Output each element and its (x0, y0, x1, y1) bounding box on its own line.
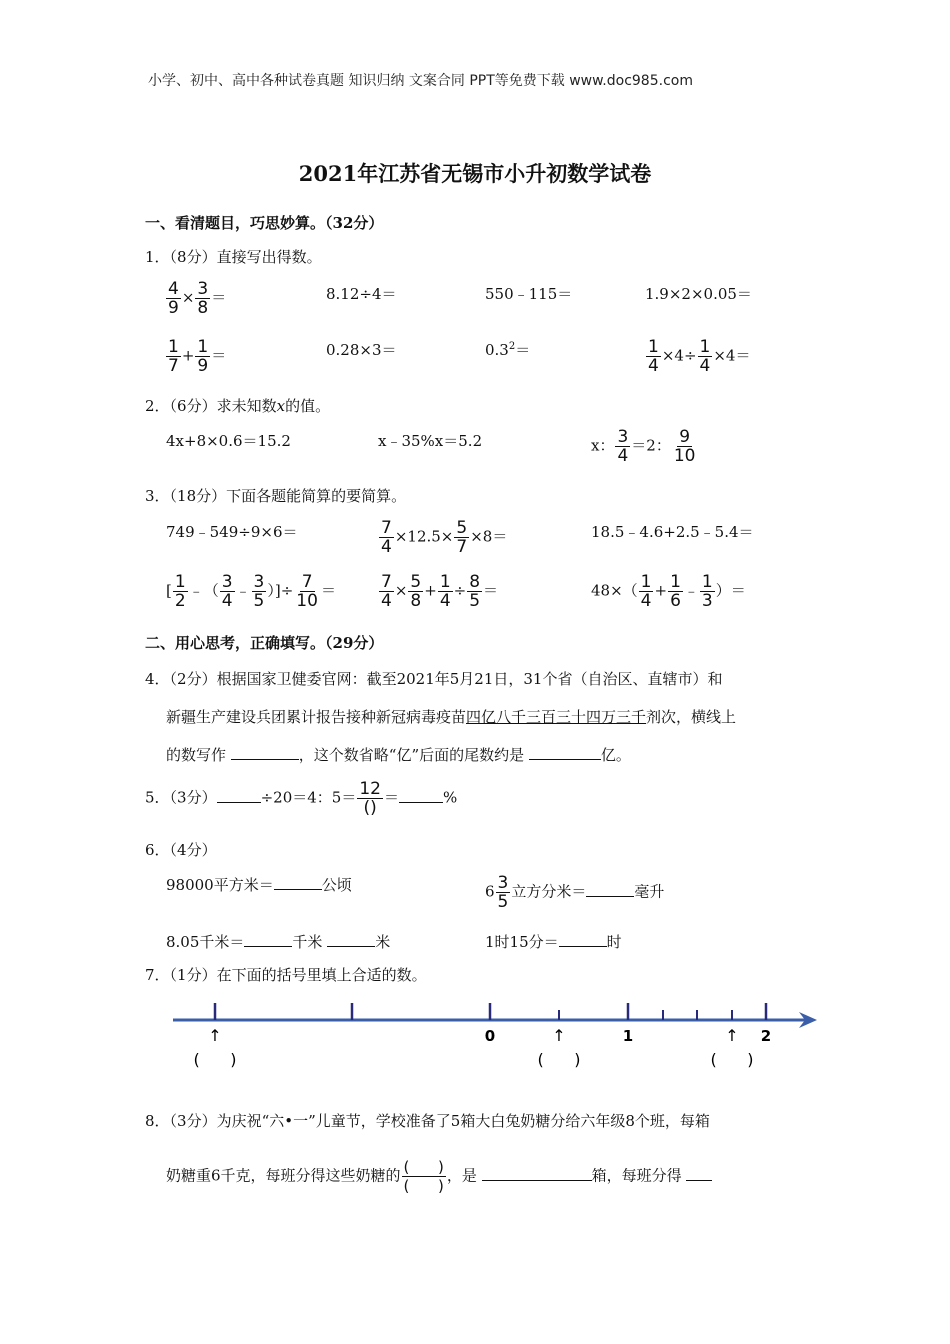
q3-expr-1: 749﹣549÷9×6＝ (166, 523, 298, 541)
answer-bracket[interactable]: ( ) (537, 1050, 581, 1069)
q3-expr-4: [ $\frac{1}{2}$ ﹣（ $\frac{3}{4}$ ﹣ $\frac{3}{5}$ ）]÷ $\frac{7}{10}$ ＝ (166, 572, 336, 611)
fraction: $\frac{1}{4}$ (648, 337, 659, 376)
q1-stem: 1．（8分）直接写出得数。 (145, 248, 322, 266)
answer-blank[interactable] (529, 745, 601, 760)
fraction: $\frac{9}{10}$ (673, 427, 696, 466)
answer-bracket[interactable]: ( ) (193, 1050, 237, 1069)
q1-expr-3: 550﹣115＝ (485, 285, 573, 303)
tick-label: 1 (622, 1027, 634, 1045)
q3-expr-6: 48×（ $\frac{1}{4}$ + $\frac{1}{6}$ ﹣ $\frac{1}{3}$ ）＝ (591, 572, 746, 611)
up-arrow-icon: ↑ (725, 1026, 739, 1045)
q1-expr-1: $\frac{4}{9}$ × $\frac{3}{8}$ ＝ (168, 279, 227, 318)
q6-conversion-1: 98000平方米＝ 公顷 (166, 876, 352, 894)
fraction: $\frac{1}{4}$ (640, 572, 652, 611)
page-title: 2021年江苏省无锡市小升初数学试卷 (298, 161, 652, 186)
q8-line-2: 奶糖重6千克，每班分得这些奶糖的 $\frac{( )}{( )}$ ，是 箱，每班分得 (166, 1158, 712, 1195)
fraction: $\frac{3}{4}$ (617, 427, 629, 466)
fraction: $\frac{1}{3}$ (701, 572, 713, 611)
fraction: $\frac{7}{4}$ (381, 572, 392, 611)
fraction: $\frac{3}{4}$ (221, 572, 233, 611)
answer-blank[interactable] (399, 788, 443, 803)
fraction: $\frac{3}{5}$ (497, 873, 509, 912)
q4-line-2: 新疆生产建设兵团累计报告接种新冠病毒疫苗四亿八千三百三十四万三千剂次，横线上 (166, 708, 737, 726)
answer-blank[interactable] (327, 932, 375, 947)
section-1-heading: 一、看清题目，巧思妙算。（32分） (145, 214, 384, 232)
q6-stem: 6．（4分） (145, 841, 217, 859)
answer-blank[interactable] (586, 882, 634, 897)
fraction: $\frac{3}{8}$ (197, 279, 209, 318)
answer-blank[interactable] (217, 788, 261, 803)
fraction: $\frac{1}{7}$ (168, 337, 179, 376)
number-line (165, 995, 825, 1075)
q3-expr-3: 18.5﹣4.6+2.5﹣5.4＝ (591, 523, 754, 541)
answer-blank[interactable] (231, 745, 299, 760)
answer-blank[interactable] (244, 932, 292, 947)
q8-line-1: 8．（3分）为庆祝“六•一”儿童节，学校准备了5箱大白兔奶糖分给六年级8个班，每箱 (145, 1112, 710, 1130)
fraction: $\frac{1}{2}$ (174, 572, 186, 611)
fraction: $\frac{4}{9}$ (168, 279, 179, 318)
q5-line: 5．（3分） ÷20＝4：5＝ $\frac{12}{()}$ ＝ % (145, 779, 458, 818)
fraction: $\frac{5}{8}$ (410, 572, 422, 611)
q2-equation-2: x﹣35%x＝5.2 (378, 432, 483, 450)
q1-expr-4: 1.9×2×0.05＝ (645, 285, 752, 303)
answer-blank[interactable] (559, 932, 607, 947)
q4-line-3: 的数写作 ，这个数省略“亿”后面的尾数约是 亿。 (166, 746, 631, 764)
q7-stem: 7．（1分）在下面的括号里填上合适的数。 (145, 966, 427, 984)
q1-expr-6: 0.28×3＝ (326, 341, 397, 359)
fraction: $\frac{7}{10}$ (296, 572, 318, 611)
q3-stem: 3．（18分）下面各题能简算的要简算。 (145, 487, 407, 505)
up-arrow-icon: ↑ (208, 1026, 222, 1045)
page-header: 小学、初中、高中各种试卷真题 知识归纳 文案合同 PPT等免费下载 www.doc985.com (148, 73, 693, 89)
q6-conversion-2: 6 $\frac{3}{5}$ 立方分米＝ 毫升 (485, 873, 665, 912)
q2-stem: 2．（6分）求未知数x的值。 (145, 397, 331, 415)
tick-label: 0 (484, 1027, 496, 1045)
fraction-blank[interactable]: $\frac{( )}{( )}$ (403, 1158, 444, 1195)
q1-expr-5: $\frac{1}{7}$ + $\frac{1}{9}$ ＝ (168, 337, 227, 376)
q3-expr-5: $\frac{7}{4}$ × $\frac{5}{8}$ + $\frac{1}{4}$ ÷ $\frac{8}{5}$ ＝ (381, 572, 499, 611)
q6-conversion-4: 1时15分＝ 时 (485, 933, 622, 951)
fraction: $\frac{1}{4}$ (439, 572, 451, 611)
fraction: $\frac{5}{7}$ (456, 518, 468, 557)
fraction: $\frac{1}{9}$ (197, 337, 209, 376)
up-arrow-icon: ↑ (552, 1026, 566, 1045)
q3-expr-2: $\frac{7}{4}$ ×12.5× $\frac{5}{7}$ ×8＝ (381, 518, 508, 557)
tick-label: 2 (760, 1027, 772, 1045)
fraction: $\frac{1}{6}$ (670, 572, 681, 611)
q1-expr-8: $\frac{1}{4}$ ×4÷ $\frac{1}{4}$ ×4＝ (648, 337, 751, 376)
answer-bracket[interactable]: ( ) (710, 1050, 754, 1069)
fraction: $\frac{3}{5}$ (253, 572, 265, 611)
answer-blank[interactable] (274, 875, 322, 890)
section-2-heading: 二、用心思考，正确填写。（29分） (145, 634, 384, 652)
q6-conversion-3: 8.05千米＝ 千米 米 (166, 933, 391, 951)
q4-line-1: 4．（2分）根据国家卫健委官网：截至2021年5月21日，31个省（自治区、直辖市）和 (145, 670, 723, 688)
answer-blank[interactable] (686, 1166, 712, 1181)
q1-expr-7: $0.3^2=$ (485, 341, 531, 359)
fraction: $\frac{8}{5}$ (469, 572, 481, 611)
fraction: $\frac{7}{4}$ (381, 518, 392, 557)
q2-equation-3: x： $\frac{3}{4}$ ＝2： $\frac{9}{10}$ (591, 427, 696, 466)
underlined-number: 四亿八千三百三十四万三千 (466, 708, 647, 726)
fraction: $\frac{12}{()}$ (359, 779, 381, 818)
answer-blank[interactable] (482, 1166, 592, 1181)
fraction: $\frac{1}{4}$ (699, 337, 711, 376)
q1-expr-2: 8.12÷4＝ (326, 285, 397, 303)
q2-equation-1: 4x+8×0.6＝15.2 (166, 432, 291, 450)
